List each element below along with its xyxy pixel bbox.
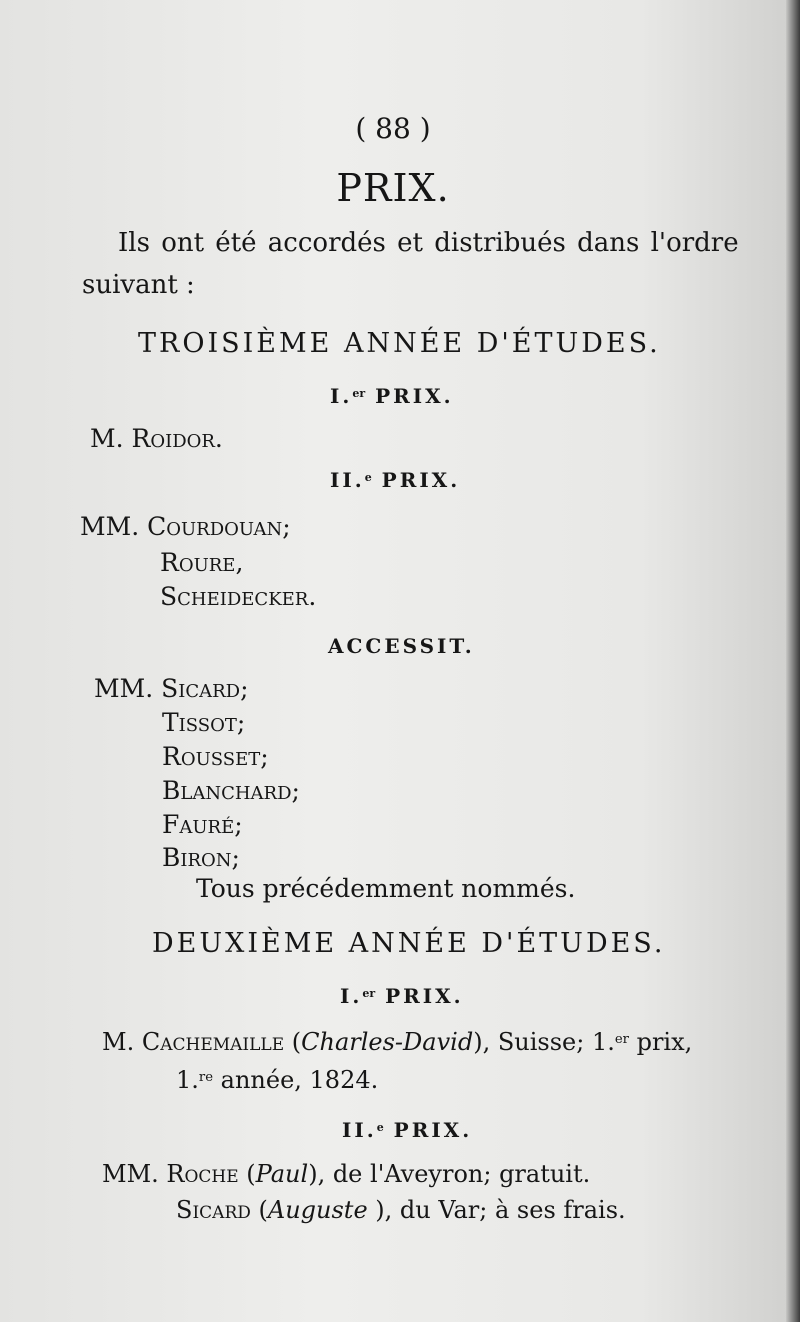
accessit-entry: Fauré;: [162, 810, 243, 839]
page-number: ( 88 ): [355, 112, 431, 145]
page-edge-shadow: [786, 0, 800, 1322]
prize-entry: MM. Courdouan;: [80, 512, 291, 541]
accessit-entry: Biron;: [162, 843, 240, 872]
prize-entry-roche: MM. Roche (Paul), de l'Aveyron; gratuit.: [102, 1160, 591, 1188]
intro-line-2: suivant :: [82, 270, 195, 300]
intro-line-1: Ils ont été accordés et distribués dans l'ordre: [118, 228, 739, 258]
prize-entry-cachemaille-line2: 1.$^{re}$ année, 1824.: [176, 1066, 379, 1094]
prize-entry-sicard: Sicard (Auguste ), du Var; à ses frais.: [176, 1196, 626, 1224]
prize-heading-first: I.$^{er}$ PRIX.: [330, 384, 454, 408]
second-year-prize-placeholder: [0, 0, 1, 1]
section-heading-third-year: TROISIÈME ANNÉE D'ÉTUDES.: [138, 328, 661, 359]
page-title: PRIX.: [336, 166, 450, 210]
prize-entry: Scheidecker.: [160, 582, 317, 611]
prize-heading-second: II.$^e$ PRIX.: [330, 468, 461, 492]
prize-heading-first: I.$^{er}$ PRIX.: [340, 984, 464, 1008]
accessit-entry: Blanchard;: [162, 776, 300, 805]
accessit-entry: Rousset;: [162, 742, 269, 771]
prize-heading-second: II.$^e$ PRIX.: [342, 1118, 473, 1142]
accessit-heading: ACCESSIT.: [328, 634, 475, 658]
section-heading-second-year: DEUXIÈME ANNÉE D'ÉTUDES.: [152, 928, 666, 959]
accessit-entry: Tissot;: [162, 708, 246, 737]
prize-entry: Roure,: [160, 548, 244, 577]
prize-entry-cachemaille: M. Cachemaille (Charles-David), Suisse; 1.$^{er}$ prix,: [102, 1028, 693, 1056]
accessit-entry: MM. Sicard;: [94, 674, 249, 703]
prize-entry: M. Roidor.: [90, 424, 223, 453]
accessit-note: Tous précédemment nommés.: [196, 874, 576, 903]
